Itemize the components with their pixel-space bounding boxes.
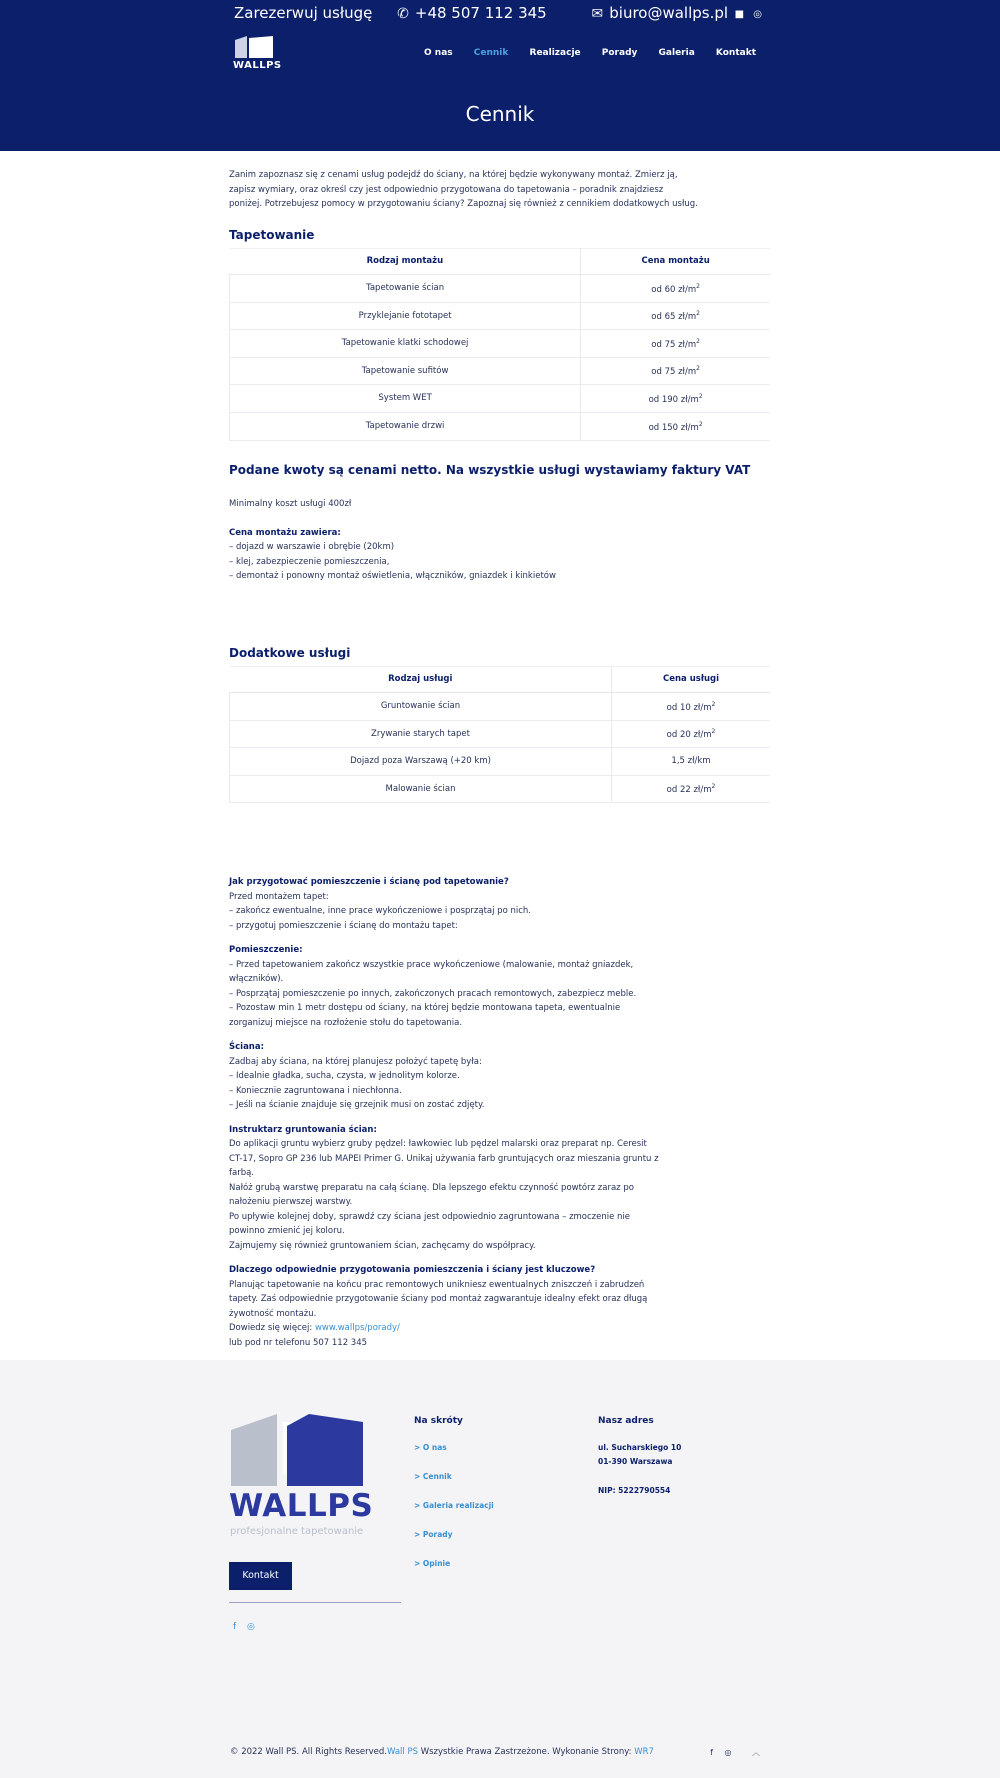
nav-cennik[interactable]: Cennik — [473, 48, 509, 58]
tapetowanie-table — [229, 248, 770, 441]
facebook-icon[interactable]: f — [233, 1622, 237, 1633]
service-name: System WET — [230, 385, 581, 413]
shortcuts-title: Na skróty — [414, 1416, 463, 1427]
phone-icon: ✆ — [397, 6, 409, 22]
address-title: Nasz adres — [598, 1416, 654, 1427]
service-name: Dojazd poza Warszawą (+20 km) — [230, 748, 612, 776]
service-price: od 75 $zł/m^2$ — [581, 357, 770, 385]
brand-link[interactable]: Wall PS — [386, 1747, 419, 1758]
address-line: ul. Sucharskiego 10 — [598, 1443, 682, 1453]
dodatkowe-heading: Dodatkowe usługi — [229, 645, 351, 660]
service-price: od 150 $zł/m^2$ — [581, 412, 770, 440]
wall-title: Ściana: — [229, 1042, 264, 1053]
service-price: od 65 $zł/m^2$ — [581, 302, 770, 330]
service-price: od 20 $zł/m^2$ — [612, 720, 771, 748]
phone-link[interactable]: ✆ +48 507 112 345 — [397, 4, 547, 22]
includes-title: Cena montażu zawiera: — [229, 527, 341, 538]
service-price: od 22 $zł/m^2$ — [612, 775, 771, 803]
guide-line: Do aplikacji gruntu wybierz gruby pędzel: ławkowiec lub pędzel malarski oraz preparat np. Ceresit CT-17, Sopro GP 236 lub MAPEI Primer G. Unikaj używania farb gruntujących oraz mieszania gruntu z farbą. — [229, 1139, 659, 1179]
guide-line: Planując tapetowanie na końcu prac remontowych unikniesz ewentualnych zniszczeń i zabrudzeń tapety. Zaś odpowiednie przygotowanie ściany pod montaż zagwarantuje idealny efekt oraz długą żywotność montażu. — [229, 1279, 648, 1319]
table-header-row — [230, 249, 771, 275]
intro-text: Zanim zapoznasz się z cenami usług podejdź do ściany, na której będzie wykonywany montaż. Zmierz ją, zapisz wymiary, oraz określ czy jest odpowiednio przygotowana do tapetowania – poradnik znajdziesz poniżej. Potrzebujesz pomocy w przygotowaniu ściany? Zapoznaj się również z cennikiem dodatkowych usług. — [229, 170, 698, 209]
service-name: Przyklejanie fototapet — [230, 302, 581, 330]
page-title: Cennik — [465, 102, 535, 126]
footer-tagline: profesjonalne tapetowanie — [230, 1526, 364, 1538]
column-header: Rodzaj usługi — [230, 667, 612, 693]
includes-item: – demontaż i ponowny montaż oświetlenia, włączników, gniazdek i kinkietów — [229, 571, 556, 582]
table-row — [230, 275, 771, 303]
room-title: Pomieszczenie: — [229, 945, 303, 956]
service-name: Tapetowanie sufitów — [230, 357, 581, 385]
guide-question: Jak przygotować pomieszczenie i ścianę pod tapetowanie? — [229, 877, 509, 888]
includes-item: – dojazd w warszawie i obrębie (20km) — [229, 542, 395, 553]
top-bar — [234, 4, 768, 22]
instagram-icon[interactable]: ◎ — [753, 9, 762, 20]
guide-line: Po upływie kolejnej doby, sprawdź czy ściana jest odpowiednio zagruntowana – zmoczenie nie powinno zmienić jej koloru. — [229, 1211, 631, 1237]
guide-line: – Przed tapetowaniem zakończ wszystkie prace wykończeniowe (malowanie, montaż gniazdek, włączników). — [229, 959, 634, 985]
instagram-icon[interactable]: ◎ — [247, 1622, 255, 1633]
main-nav — [406, 48, 756, 58]
service-name: Tapetowanie klatki schodowej — [230, 330, 581, 358]
primer-title: Instruktarz gruntowania ścian: — [229, 1124, 377, 1135]
more-line: Dowiedz się więcej: www.wallps/porady/ — [229, 1323, 400, 1334]
service-name: Malowanie ścian — [230, 775, 612, 803]
table-header-row — [230, 667, 771, 693]
service-price: 1,5 zł/km — [612, 748, 771, 776]
min-cost: Minimalny koszt usługi 400zł — [229, 499, 352, 510]
bottom-social — [701, 1747, 760, 1758]
guide-line: – Jeśli na ścianie znajduje się grzejnik musi on zostać zdjęty. — [229, 1100, 485, 1111]
phone-line: lub pod nr telefonu 507 112 345 — [229, 1337, 368, 1348]
service-name: Zrywanie starych tapet — [230, 720, 612, 748]
facebook-icon[interactable]: ■ — [734, 9, 745, 20]
table-row — [230, 720, 771, 748]
email-link[interactable]: ✉ biuro@wallps.pl — [591, 4, 729, 22]
why-title: Dlaczego odpowiednie przygotowania pomieszczenia i ściany jest kluczowe? — [229, 1265, 596, 1276]
table-row — [230, 412, 771, 440]
service-price: od 60 $zł/m^2$ — [581, 275, 770, 303]
guide-line: – Koniecznie zagruntowana i niechłonna. — [229, 1085, 402, 1096]
service-price: od 10 $zł/m^2$ — [612, 693, 771, 721]
footer-divider — [229, 1602, 401, 1603]
instagram-icon[interactable]: ◎ — [724, 1748, 732, 1758]
main-content — [0, 168, 1000, 1350]
guide-line: – przygotuj pomieszczenie i ścianę do montażu tapet: — [229, 920, 458, 931]
guide-line: Przed montażem tapet: — [229, 891, 329, 902]
site-footer — [0, 1360, 1000, 1733]
bottom-bar — [0, 1733, 1000, 1778]
service-name: Tapetowanie drzwi — [230, 412, 581, 440]
table-row — [230, 693, 771, 721]
guide-section — [229, 875, 659, 1350]
table-row — [230, 385, 771, 413]
reserve-link[interactable]: Zarezerwuj usługę — [234, 4, 373, 22]
netto-note: Podane kwoty są cenami netto. Na wszystkie usługi wystawiamy faktury VAT — [229, 462, 751, 477]
footer-link-galeria[interactable]: > Galeria realizacji — [414, 1501, 494, 1511]
contact-button[interactable]: Kontakt — [229, 1562, 292, 1590]
footer-link-cennik[interactable]: > Cennik — [414, 1472, 452, 1482]
table-row — [230, 357, 771, 385]
footer-social — [233, 1622, 263, 1632]
guide-line: Nałóż grubą warstwę preparatu na całą ścianę. Dla lepszego efektu czynność powtórz zaraz po nałożeniu pierwszej warstwy. — [229, 1182, 634, 1208]
scroll-top-icon[interactable]: ︿ — [752, 1748, 760, 1758]
table-row — [230, 748, 771, 776]
nav-galeria[interactable]: Galeria — [658, 48, 695, 58]
envelope-icon: ✉ — [591, 6, 604, 22]
guide-line: – zakończ ewentualne, inne prace wykończeniowe i posprzątaj po nich. — [229, 906, 531, 917]
guide-line: – Pozostaw min 1 metr dostępu od ściany, na której będzie montowana tapeta, ewentualnie zorganizuj miejsce na rozłożenie stołu do tapetowania. — [229, 1003, 621, 1028]
facebook-icon[interactable]: f — [710, 1748, 713, 1758]
top-social — [729, 9, 762, 20]
nav-porady[interactable]: Porady — [601, 48, 638, 58]
column-header: Rodzaj montażu — [230, 249, 581, 275]
guide-line: – Idealnie gładka, sucha, czysta, w jednolitym kolorze. — [229, 1071, 460, 1082]
footer-logo-text: WALLPS — [229, 1488, 374, 1525]
guide-line: Zadbaj aby ściana, na której planujesz położyć tapetę była: — [229, 1056, 482, 1067]
nip: NIP: 5222790554 — [598, 1486, 671, 1496]
dodatkowe-table — [229, 666, 770, 803]
nav-realizacje[interactable]: Realizacje — [529, 48, 581, 58]
table-row — [230, 330, 771, 358]
logo-text: WALLPS — [233, 60, 282, 71]
footer-link-opinie[interactable]: > Opinie — [414, 1559, 451, 1569]
nav-kontakt[interactable]: Kontakt — [715, 48, 756, 58]
address-line: 01-390 Warszawa — [598, 1457, 673, 1467]
site-header — [0, 0, 1000, 151]
column-header: Cena montażu — [581, 249, 770, 275]
includes-item: – klej, zabezpieczenie pomieszczenia, — [229, 556, 390, 567]
service-price: od 190 $zł/m^2$ — [581, 385, 770, 413]
table-row — [230, 302, 771, 330]
service-name: Tapetowanie ścian — [230, 275, 581, 303]
service-name: Gruntowanie ścian — [230, 693, 612, 721]
footer-link-porady[interactable]: > Porady — [414, 1530, 453, 1540]
agency-link[interactable]: WR7 — [634, 1747, 654, 1758]
guide-line: Zajmujemy się również gruntowaniem ścian, zachęcamy do współpracy. — [229, 1240, 536, 1251]
guide-line: – Posprzątaj pomieszczenie po innych, zakończonych pracach remontowych, zabezpiecz meble. — [229, 988, 637, 999]
column-header: Cena usługi — [612, 667, 771, 693]
service-price: od 75 $zł/m^2$ — [581, 330, 770, 358]
copyright: © 2022 Wall PS. All Rights Reserved.Wall PS Wszystkie Prawa Zastrzeżone. Wykonanie Strony: WR7 — [230, 1747, 654, 1758]
tapetowanie-heading: Tapetowanie — [229, 227, 315, 242]
nav-o-nas[interactable]: O nas — [424, 48, 453, 58]
porady-link[interactable]: www.wallps/porady/ — [314, 1323, 400, 1334]
table-row — [230, 775, 771, 803]
footer-link-o-nas[interactable]: > O nas — [414, 1443, 447, 1453]
